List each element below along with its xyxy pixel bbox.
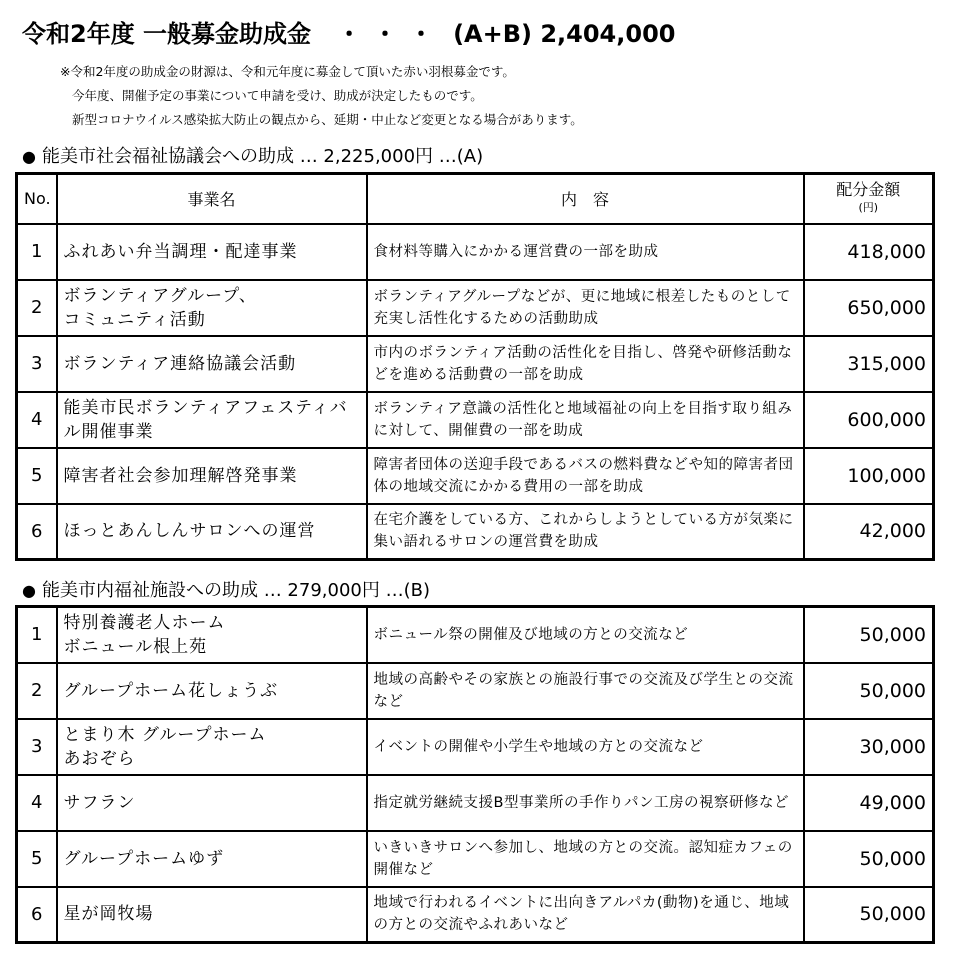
- row-no: 4: [17, 775, 57, 831]
- row-amount: 100,000: [804, 448, 934, 504]
- row-no: 6: [17, 887, 57, 943]
- row-name: 星が岡牧場: [57, 887, 367, 943]
- section-a-table: [15, 172, 935, 561]
- row-name: サフラン: [57, 775, 367, 831]
- table-row: [17, 663, 934, 719]
- note-line: 今年度、開催予定の事業について申請を受け、助成が決定したものです。: [72, 88, 483, 103]
- row-name: 特別養護老人ホーム ボニュール根上苑: [57, 607, 367, 663]
- note-line: ※令和2年度の助成金の財源は、令和元年度に募金して頂いた赤い羽根募金です。: [60, 64, 515, 79]
- row-no: 2: [17, 280, 57, 336]
- col-no-header: No.: [17, 174, 57, 224]
- row-amount: 50,000: [804, 831, 934, 887]
- row-name: グループホームゆず: [57, 831, 367, 887]
- row-description: 市内のボランティア活動の活性化を目指し、啓発や研修活動などを進める活動費の一部を助成: [367, 336, 804, 392]
- table-row: [17, 224, 934, 280]
- row-no: 1: [17, 224, 57, 280]
- row-no: 3: [17, 719, 57, 775]
- table-row: [17, 280, 934, 336]
- row-name: ふれあい弁当調理・配達事業: [57, 224, 367, 280]
- note-line: 新型コロナウイルス感染拡大防止の観点から、延期・中止など変更となる場合があります。: [72, 112, 583, 127]
- section-a-heading: [22, 142, 483, 168]
- section-b-heading: [22, 576, 430, 602]
- row-no: 3: [17, 336, 57, 392]
- row-amount: 50,000: [804, 887, 934, 943]
- row-amount: 49,000: [804, 775, 934, 831]
- table-row: [17, 887, 934, 943]
- row-no: 6: [17, 504, 57, 560]
- row-amount: 418,000: [804, 224, 934, 280]
- row-no: 1: [17, 607, 57, 663]
- row-no: 4: [17, 392, 57, 448]
- col-desc-header: 内 容: [367, 174, 804, 224]
- row-amount: 315,000: [804, 336, 934, 392]
- row-name: ボランティアグループ、 コミュニティ活動: [57, 280, 367, 336]
- row-amount: 50,000: [804, 663, 934, 719]
- row-description: ボニュール祭の開催及び地域の方との交流など: [367, 607, 804, 663]
- row-description: イベントの開催や小学生や地域の方との交流など: [367, 719, 804, 775]
- section-b-rows: [17, 607, 934, 943]
- col-name-header: 事業名: [57, 174, 367, 224]
- col-amount-label: 配分金額: [836, 179, 901, 199]
- row-description: いきいきサロンへ参加し、地域の方との交流。認知症カフェの開催など: [367, 831, 804, 887]
- title-dots: ・・・: [337, 20, 446, 48]
- row-description: 地域の高齢やその家族との施設行事での交流及び学生との交流など: [367, 663, 804, 719]
- row-amount: 50,000: [804, 607, 934, 663]
- table-row: [17, 504, 934, 560]
- row-name: 障害者社会参加理解啓発事業: [57, 448, 367, 504]
- row-no: 2: [17, 663, 57, 719]
- row-name: グループホーム花しょうぶ: [57, 663, 367, 719]
- section-a-title: 能美市社会福祉協議会への助成 … 2,225,000円 …(A): [41, 146, 484, 167]
- row-amount: 42,000: [804, 504, 934, 560]
- table-header-row: [17, 174, 934, 224]
- row-amount: 650,000: [804, 280, 934, 336]
- table-row: [17, 775, 934, 831]
- page-title: [22, 14, 675, 49]
- row-name: ボランティア連絡協議会活動: [57, 336, 367, 392]
- row-description: 在宅介護をしている方、これからしようとしている方が気楽に集い語れるサロンの運営費を助成: [367, 504, 804, 560]
- row-no: 5: [17, 831, 57, 887]
- section-a-rows: [17, 224, 934, 560]
- table-row: [17, 831, 934, 887]
- row-name: とまり木 グループホーム あおぞら: [57, 719, 367, 775]
- title-text: 令和2年度 一般募金助成金: [22, 20, 312, 48]
- table-row: [17, 448, 934, 504]
- bullet-icon: ●: [22, 147, 36, 166]
- title-total: (A+B) 2,404,000: [453, 20, 676, 48]
- row-name: 能美市民ボランティアフェスティバル開催事業: [57, 392, 367, 448]
- section-b-table: [15, 605, 935, 944]
- row-description: 障害者団体の送迎手段であるバスの燃料費などや知的障害者団体の地域交流にかかる費用の一部を助成: [367, 448, 804, 504]
- table-row: [17, 392, 934, 448]
- col-amount-header: [804, 174, 934, 224]
- row-name: ほっとあんしんサロンへの運営: [57, 504, 367, 560]
- row-description: 地域で行われるイベントに出向きアルパカ(動物)を通じ、地域の方との交流やふれあいなど: [367, 887, 804, 943]
- bullet-icon: ●: [22, 581, 36, 600]
- section-b-title: 能美市内福祉施設への助成 … 279,000円 …(B): [41, 580, 430, 601]
- table-row: [17, 336, 934, 392]
- table-row: [17, 607, 934, 663]
- row-no: 5: [17, 448, 57, 504]
- table-row: [17, 719, 934, 775]
- row-description: 食材料等購入にかかる運営費の一部を助成: [367, 224, 804, 280]
- row-description: 指定就労継続支援B型事業所の手作りパン工房の視察研修など: [367, 775, 804, 831]
- row-amount: 30,000: [804, 719, 934, 775]
- row-description: ボランティア意識の活性化と地域福祉の向上を目指す取り組みに対して、開催費の一部を助成: [367, 392, 804, 448]
- row-amount: 600,000: [804, 392, 934, 448]
- col-unit-label: (円): [858, 200, 879, 214]
- row-description: ボランティアグループなどが、更に地域に根差したものとして充実し活性化するための活動助成: [367, 280, 804, 336]
- notes: [60, 60, 583, 132]
